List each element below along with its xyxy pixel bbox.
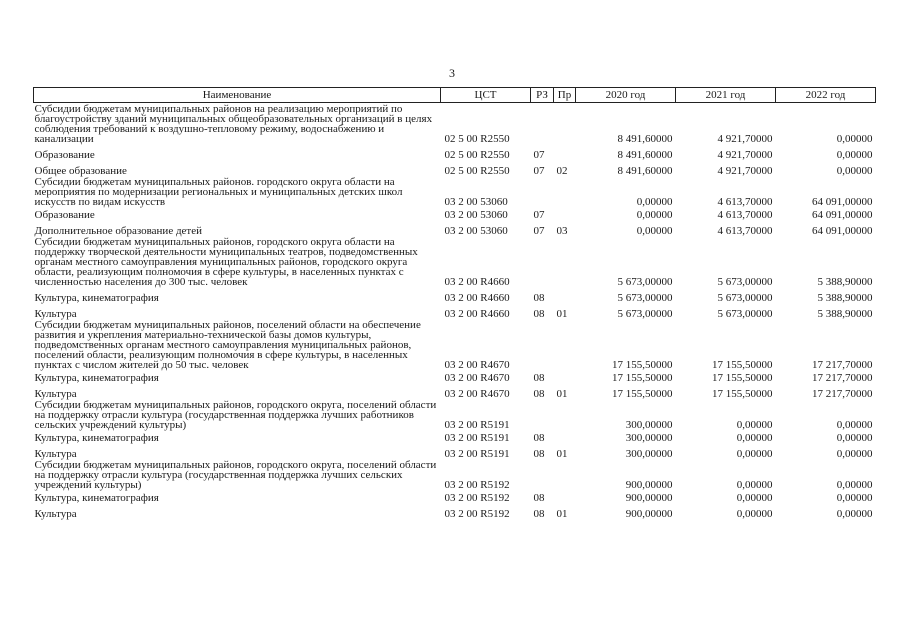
row-pr (554, 144, 576, 160)
row-rz: 08 (533, 432, 545, 444)
row-2021: 0,00000 (736, 492, 773, 504)
row-rz (531, 236, 554, 287)
table-row (34, 443, 876, 459)
row-cst: 03 2 00 R5191 (444, 432, 510, 444)
row-name: Субсидии бюджетам муниципальных районов, городского округа, поселений области на поддержку отрасли культура (государственная поддержка лучших работников сельских учреждений культуры) (34, 399, 437, 431)
row-2020: 8 491,60000 (617, 133, 673, 145)
row-pr (554, 287, 576, 303)
row-rz: 07 (533, 209, 545, 221)
row-2022: 0,00000 (836, 448, 873, 460)
row-cst: 03 2 00 53060 (444, 196, 508, 208)
row-name: Культура (34, 308, 77, 320)
row-pr: 01 (556, 308, 568, 320)
row-rz (531, 176, 554, 207)
row-2020: 17 155,50000 (612, 372, 673, 384)
row-2022: 0,00000 (836, 149, 873, 161)
row-2020: 0,00000 (636, 209, 673, 221)
row-name: Культура, кинематография (34, 492, 159, 504)
table-row (34, 303, 876, 319)
page-number: 3 (449, 66, 455, 80)
row-cst: 02 5 00 R2550 (444, 133, 510, 145)
row-name: Культура, кинематография (34, 292, 159, 304)
row-pr (554, 490, 576, 503)
table-row (34, 144, 876, 160)
row-rz (531, 103, 554, 145)
row-rz: 08 (533, 448, 545, 460)
row-2022: 0,00000 (836, 432, 873, 444)
row-name: Культура, кинематография (34, 372, 159, 384)
row-cst: 02 5 00 R2550 (444, 165, 510, 177)
row-2022: 5 388,90000 (817, 276, 873, 288)
table-row (34, 160, 876, 176)
row-pr (554, 399, 576, 430)
row-name: Субсидии бюджетам муниципальных районов на реализацию мероприятий по благоустройству зданий муниципальных общеобразовательных организаций в целях соблюдения требований к воздушно-тепловому режиму, водоснабжению и канализации (34, 103, 433, 145)
row-2020: 8 491,60000 (617, 149, 673, 161)
column-header-cst: ЦСТ (441, 88, 531, 103)
row-cst: 03 2 00 53060 (444, 209, 508, 221)
row-name: Культура (34, 508, 77, 520)
row-cst: 03 2 00 R4670 (444, 372, 510, 384)
row-pr: 03 (556, 225, 568, 237)
row-2022: 0,00000 (836, 165, 873, 177)
row-2022: 17 217,70000 (812, 388, 873, 400)
row-rz: 07 (533, 149, 545, 161)
row-name: Образование (34, 149, 95, 161)
table-row (34, 220, 876, 236)
row-rz (531, 399, 554, 430)
row-2021: 4 613,70000 (717, 209, 773, 221)
table-row (34, 236, 876, 287)
row-2020: 0,00000 (636, 225, 673, 237)
row-2022: 64 091,00000 (812, 225, 873, 237)
row-name: Субсидии бюджетам муниципальных районов, городского округа области на поддержку творческой деятельности муниципальных театров, подведомственных органам местного самоуправления муниципальных районов, городского округа области, реализующим полномочия в сфере культуры, в населенных пунктах с численностью населения до 300 тыс. человек (34, 236, 418, 288)
row-2020: 900,00000 (625, 508, 673, 520)
row-2020: 5 673,00000 (617, 292, 673, 304)
row-2021: 4 613,70000 (717, 225, 773, 237)
row-cst: 03 2 00 R4670 (444, 388, 510, 400)
row-2021: 5 673,00000 (717, 292, 773, 304)
table-row (34, 399, 876, 430)
row-name: Культура (34, 448, 77, 460)
table-row (34, 503, 876, 519)
table-header-row (34, 88, 876, 103)
column-header-name: Наименование (34, 88, 441, 103)
row-2022: 5 388,90000 (817, 292, 873, 304)
row-pr (554, 370, 576, 383)
column-header-2021: 2021 год (676, 88, 776, 103)
row-rz: 07 (533, 165, 545, 177)
table-row (34, 430, 876, 443)
row-2020: 300,00000 (625, 419, 673, 431)
row-rz: 08 (533, 372, 545, 384)
row-rz: 08 (533, 308, 545, 320)
row-pr (554, 176, 576, 207)
row-name: Субсидии бюджетам муниципальных районов, городского округа, поселений области на поддержку отрасли культура (государственная поддержка лучших сельских учреждений культуры) (34, 459, 437, 491)
row-2021: 4 921,70000 (717, 133, 773, 145)
table-row (34, 370, 876, 383)
row-2021: 0,00000 (736, 419, 773, 431)
row-name: Субсидии бюджетам муниципальных районов. городского округа области на мероприятия по модернизации региональных и муниципальных детских школ искусств по видам искусств (34, 176, 403, 208)
row-2022: 64 091,00000 (812, 209, 873, 221)
row-2021: 0,00000 (736, 479, 773, 491)
row-rz: 08 (533, 292, 545, 304)
row-pr (554, 103, 576, 145)
row-name: Дополнительное образование детей (34, 225, 203, 237)
row-name: Общее образование (34, 165, 127, 177)
row-pr (554, 459, 576, 490)
row-rz: 08 (533, 492, 545, 504)
budget-table (33, 87, 876, 519)
row-2021: 0,00000 (736, 448, 773, 460)
row-cst: 03 2 00 R5191 (444, 419, 510, 431)
row-pr (554, 236, 576, 287)
row-2021: 17 155,50000 (712, 388, 773, 400)
column-header-2020: 2020 год (576, 88, 676, 103)
table-row (34, 383, 876, 399)
table-row (34, 459, 876, 490)
row-name: Субсидии бюджетам муниципальных районов, поселений области на обеспечение развития и укрепления материально-технической базы домов культуры, подведомственных органам местного самоуправления муниципальных районов, поселений области, реализующим полномочия в сфере культуры, в населенных пунктах с числом жителей до 50 тыс. человек (34, 319, 421, 371)
row-pr: 01 (556, 508, 568, 520)
row-2021: 17 155,50000 (712, 359, 773, 371)
row-cst: 03 2 00 53060 (444, 225, 508, 237)
row-rz (531, 459, 554, 490)
row-cst: 03 2 00 R4660 (444, 292, 510, 304)
row-rz: 08 (533, 388, 545, 400)
row-2022: 0,00000 (836, 508, 873, 520)
row-pr: 01 (556, 388, 568, 400)
row-2020: 900,00000 (625, 479, 673, 491)
row-2020: 300,00000 (625, 432, 673, 444)
row-cst: 03 2 00 R4660 (444, 276, 510, 288)
row-2021: 4 613,70000 (717, 196, 773, 208)
row-2020: 0,00000 (636, 196, 673, 208)
row-2021: 0,00000 (736, 432, 773, 444)
row-pr (554, 319, 576, 370)
row-cst: 03 2 00 R4660 (444, 308, 510, 320)
row-2022: 5 388,90000 (817, 308, 873, 320)
table-row (34, 176, 876, 207)
row-pr (554, 207, 576, 220)
column-header-2022: 2022 год (776, 88, 876, 103)
row-cst: 03 2 00 R5192 (444, 492, 510, 504)
row-2020: 300,00000 (625, 448, 673, 460)
row-pr (554, 430, 576, 443)
row-cst: 02 5 00 R2550 (444, 149, 510, 161)
row-2022: 0,00000 (836, 479, 873, 491)
column-header-rz: РЗ (531, 88, 554, 103)
column-header-pr: Пр (554, 88, 576, 103)
row-cst: 03 2 00 R5191 (444, 448, 510, 460)
row-pr: 02 (556, 165, 568, 177)
row-pr: 01 (556, 448, 568, 460)
row-2021: 5 673,00000 (717, 308, 773, 320)
table-row (34, 103, 876, 145)
row-cst: 03 2 00 R5192 (444, 508, 510, 520)
table-row (34, 319, 876, 370)
row-2021: 17 155,50000 (712, 372, 773, 384)
row-2022: 0,00000 (836, 133, 873, 145)
table-row (34, 287, 876, 303)
row-2021: 4 921,70000 (717, 149, 773, 161)
row-2022: 0,00000 (836, 419, 873, 431)
row-2021: 0,00000 (736, 508, 773, 520)
row-2020: 5 673,00000 (617, 276, 673, 288)
row-2020: 900,00000 (625, 492, 673, 504)
row-cst: 03 2 00 R4670 (444, 359, 510, 371)
row-2021: 5 673,00000 (717, 276, 773, 288)
row-2020: 17 155,50000 (612, 359, 673, 371)
row-name: Культура, кинематография (34, 432, 159, 444)
row-2022: 64 091,00000 (812, 196, 873, 208)
table-row (34, 207, 876, 220)
row-name: Культура (34, 388, 77, 400)
table-row (34, 490, 876, 503)
row-2021: 4 921,70000 (717, 165, 773, 177)
row-name: Образование (34, 209, 95, 221)
row-2022: 17 217,70000 (812, 359, 873, 371)
row-2020: 8 491,60000 (617, 165, 673, 177)
row-2022: 17 217,70000 (812, 372, 873, 384)
row-rz: 08 (533, 508, 545, 520)
row-2020: 5 673,00000 (617, 308, 673, 320)
row-rz: 07 (533, 225, 545, 237)
row-2020: 17 155,50000 (612, 388, 673, 400)
row-rz (531, 319, 554, 370)
row-2022: 0,00000 (836, 492, 873, 504)
row-cst: 03 2 00 R5192 (444, 479, 510, 491)
